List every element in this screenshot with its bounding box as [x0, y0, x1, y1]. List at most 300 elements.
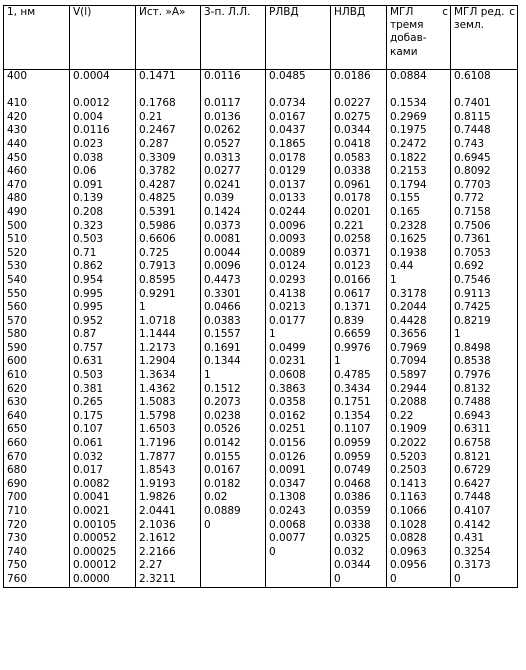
table-cell: 0.87: [70, 328, 136, 342]
table-cell: 0.692: [451, 260, 518, 274]
table-cell: 0.0344: [331, 559, 387, 573]
table-cell: 0.6108: [451, 70, 518, 84]
table-cell: 1: [451, 328, 518, 342]
table-cell: 0.1471: [136, 70, 201, 84]
table-cell: 0.1822: [387, 152, 451, 166]
table-cell: 0.6606: [136, 233, 201, 247]
table-cell: 0.954: [70, 274, 136, 288]
table-cell: 0.0082: [70, 478, 136, 492]
table-row: [4, 315, 518, 329]
table-cell: 0.0527: [201, 138, 266, 152]
table-cell: 1: [387, 274, 451, 288]
table-cell: 0.7401: [451, 97, 518, 111]
table-cell: 610: [4, 369, 70, 383]
table-cell: 0.4138: [266, 288, 331, 302]
table-cell: 0.4287: [136, 179, 201, 193]
table-row: [4, 70, 518, 84]
table-row: [4, 546, 518, 560]
table-cell: 0.7361: [451, 233, 518, 247]
table-row: [4, 369, 518, 383]
table-cell: 760: [4, 573, 70, 588]
table-cell: 0.0081: [201, 233, 266, 247]
table-cell: 2.27: [136, 559, 201, 573]
table-cell: 0.8132: [451, 383, 518, 397]
table-cell: 0.1371: [331, 301, 387, 315]
table-cell: 1.9826: [136, 491, 201, 505]
table-cell: 0.1534: [387, 97, 451, 111]
table-cell: 0.3863: [266, 383, 331, 397]
table-cell: 0.0093: [266, 233, 331, 247]
table-row: [4, 355, 518, 369]
table-cell: 0.0231: [266, 355, 331, 369]
table-cell: 0.7448: [451, 124, 518, 138]
table-row: [4, 491, 518, 505]
table-cell: 0.6659: [331, 328, 387, 342]
table-row: [4, 233, 518, 247]
table-cell: 0.8092: [451, 165, 518, 179]
header-label: V(l): [73, 6, 92, 18]
table-cell: 0.8595: [136, 274, 201, 288]
table-cell: 0.1975: [387, 124, 451, 138]
table-cell: 0.6758: [451, 437, 518, 451]
table-cell: 1: [266, 328, 331, 342]
table-row: [4, 274, 518, 288]
table-cell: 0.0262: [201, 124, 266, 138]
table-cell: 0.00105: [70, 519, 136, 533]
table-cell: 0.0466: [201, 301, 266, 315]
table-cell: 0.44: [387, 260, 451, 274]
table-cell: 0.995: [70, 301, 136, 315]
table-cell: 0.0142: [201, 437, 266, 451]
table-cell: [266, 573, 331, 588]
table-cell: 0.8219: [451, 315, 518, 329]
table-cell: [201, 559, 266, 573]
table-cell: 0.7913: [136, 260, 201, 274]
table-cell: 0.0468: [331, 478, 387, 492]
table-row: [4, 328, 518, 342]
table-cell: 0.0275: [331, 111, 387, 125]
table-cell: [201, 546, 266, 560]
table-cell: 0.0963: [387, 546, 451, 560]
table-cell: 1.7196: [136, 437, 201, 451]
table-cell: 0.0077: [266, 532, 331, 546]
table-cell: 0.0156: [266, 437, 331, 451]
table-cell: 0.0004: [70, 70, 136, 84]
table-cell: 0.3254: [451, 546, 518, 560]
table-cell: 1.8543: [136, 464, 201, 478]
table-cell: 520: [4, 247, 70, 261]
table-cell: 0.7969: [387, 342, 451, 356]
table-cell: 540: [4, 274, 70, 288]
table-cell: 0.0000: [70, 573, 136, 588]
table-cell: 0.5203: [387, 451, 451, 465]
table-cell: 620: [4, 383, 70, 397]
table-cell: 0: [266, 546, 331, 560]
table-cell: 0.287: [136, 138, 201, 152]
table-cell: 0.0124: [266, 260, 331, 274]
table-cell: 0.139: [70, 192, 136, 206]
table-cell: 0.743: [451, 138, 518, 152]
table-cell: 0.0213: [266, 301, 331, 315]
table-row: [4, 505, 518, 519]
table-cell: 0.631: [70, 355, 136, 369]
table-cell: 740: [4, 546, 70, 560]
table-cell: 680: [4, 464, 70, 478]
header-corner-text: с: [509, 6, 515, 18]
table-cell: 0.0749: [331, 464, 387, 478]
table-cell: 0.023: [70, 138, 136, 152]
table-cell: 0.725: [136, 247, 201, 261]
table-cell: 0.8115: [451, 111, 518, 125]
table-cell: [266, 559, 331, 573]
table-cell: 1: [331, 355, 387, 369]
table-cell: 0.3656: [387, 328, 451, 342]
table-cell: 0.3782: [136, 165, 201, 179]
table-cell: 490: [4, 206, 70, 220]
header-corner-text: с: [442, 6, 448, 18]
table-row: [4, 451, 518, 465]
table-cell: 0.7546: [451, 274, 518, 288]
table-cell: 1.0718: [136, 315, 201, 329]
table-cell: 0.265: [70, 396, 136, 410]
table-cell: 1.5798: [136, 410, 201, 424]
table-cell: 0.0096: [266, 220, 331, 234]
table-cell: 0.7053: [451, 247, 518, 261]
table-row: [4, 206, 518, 220]
header-label: МГЛ тремя добав-ками: [390, 6, 427, 58]
table-row: [4, 437, 518, 451]
table-cell: 0.0178: [266, 152, 331, 166]
table-cell: 0.7703: [451, 179, 518, 193]
table-cell: 0.8538: [451, 355, 518, 369]
table-cell: 0.1424: [201, 206, 266, 220]
table-cell: 0.0244: [266, 206, 331, 220]
table-cell: 0.2472: [387, 138, 451, 152]
empty-cell: [266, 84, 331, 98]
table-cell: 560: [4, 301, 70, 315]
table-cell: 0.2969: [387, 111, 451, 125]
table-cell: 0.4473: [201, 274, 266, 288]
table-cell: 0.0133: [266, 192, 331, 206]
table-cell: 0.7488: [451, 396, 518, 410]
table-cell: 0.1512: [201, 383, 266, 397]
table-cell: 0.0959: [331, 437, 387, 451]
table-cell: 0.2044: [387, 301, 451, 315]
table-cell: 0.0437: [266, 124, 331, 138]
table-cell: 0.032: [331, 546, 387, 560]
header-label: 1, нм: [7, 6, 36, 18]
table-cell: 0: [451, 573, 518, 588]
table-row: [4, 165, 518, 179]
table-row: [4, 396, 518, 410]
table-row: [4, 111, 518, 125]
table-cell: 0.7506: [451, 220, 518, 234]
header-v-lambda: [70, 6, 136, 70]
table-cell: 700: [4, 491, 70, 505]
table-cell: 1.4362: [136, 383, 201, 397]
table-cell: 2.1036: [136, 519, 201, 533]
table-cell: 0.1794: [387, 179, 451, 193]
table-cell: 0.0241: [201, 179, 266, 193]
table-cell: 0.0383: [201, 315, 266, 329]
table-cell: 0.1557: [201, 328, 266, 342]
table-cell: 0.208: [70, 206, 136, 220]
table-cell: 0.1163: [387, 491, 451, 505]
table-cell: 0.5391: [136, 206, 201, 220]
table-cell: 470: [4, 179, 70, 193]
table-cell: 1.2173: [136, 342, 201, 356]
table-cell: 0.0186: [331, 70, 387, 84]
table-cell: 0.1691: [201, 342, 266, 356]
empty-cell: [4, 84, 70, 98]
table-cell: 1.3634: [136, 369, 201, 383]
empty-cell: [70, 84, 136, 98]
table-cell: 420: [4, 111, 70, 125]
table-cell: 0.0961: [331, 179, 387, 193]
table-cell: 0.038: [70, 152, 136, 166]
table-cell: 2.1612: [136, 532, 201, 546]
table-cell: 0.7158: [451, 206, 518, 220]
table-cell: 0.1028: [387, 519, 451, 533]
table-cell: 1: [136, 301, 201, 315]
table-cell: 0.2944: [387, 383, 451, 397]
table-cell: 0.5897: [387, 369, 451, 383]
table-cell: 640: [4, 410, 70, 424]
table-cell: 0.3309: [136, 152, 201, 166]
empty-cell: [331, 84, 387, 98]
table-cell: 0.1107: [331, 423, 387, 437]
table-cell: 0.4107: [451, 505, 518, 519]
table-cell: 0.2088: [387, 396, 451, 410]
table-cell: 0.0608: [266, 369, 331, 383]
table-cell: 0.107: [70, 423, 136, 437]
table-cell: 650: [4, 423, 70, 437]
table-cell: 1.1444: [136, 328, 201, 342]
table-cell: 0.2503: [387, 464, 451, 478]
empty-cell: [451, 84, 518, 98]
table-cell: 0.1625: [387, 233, 451, 247]
table-cell: 0.0068: [266, 519, 331, 533]
table-row: [4, 247, 518, 261]
table-cell: 0.0499: [266, 342, 331, 356]
table-header-row: [4, 6, 518, 70]
table-cell: 0.2022: [387, 437, 451, 451]
table-cell: 0.4825: [136, 192, 201, 206]
table-cell: 0.381: [70, 383, 136, 397]
table-cell: 0.0734: [266, 97, 331, 111]
table-cell: 0.0344: [331, 124, 387, 138]
table-cell: 0.0889: [201, 505, 266, 519]
table-cell: 0.0126: [266, 451, 331, 465]
table-cell: 0.0238: [201, 410, 266, 424]
table-cell: 0.06: [70, 165, 136, 179]
spacer-row: [4, 84, 518, 98]
table-cell: 0.0129: [266, 165, 331, 179]
table-cell: 0.00052: [70, 532, 136, 546]
table-row: [4, 138, 518, 152]
table-row: [4, 383, 518, 397]
table-cell: 0.0096: [201, 260, 266, 274]
table-cell: 0.0012: [70, 97, 136, 111]
table-cell: 0.2328: [387, 220, 451, 234]
table-cell: 0.0089: [266, 247, 331, 261]
table-cell: 0.8121: [451, 451, 518, 465]
table-cell: 0.0177: [266, 315, 331, 329]
table-cell: 400: [4, 70, 70, 84]
table-cell: 0.2073: [201, 396, 266, 410]
table-cell: 0.0251: [266, 423, 331, 437]
table-cell: 460: [4, 165, 70, 179]
table-cell: 0.995: [70, 288, 136, 302]
table-cell: 0.0021: [70, 505, 136, 519]
table-cell: 430: [4, 124, 70, 138]
header-label: 3-п. Л.Л.: [204, 6, 251, 18]
table-cell: 0.00025: [70, 546, 136, 560]
table-cell: 0.02: [201, 491, 266, 505]
table-cell: 0.1344: [201, 355, 266, 369]
table-cell: 0.061: [70, 437, 136, 451]
table-cell: 410: [4, 97, 70, 111]
table-cell: 0.221: [331, 220, 387, 234]
table-cell: 550: [4, 288, 70, 302]
table-cell: 0.032: [70, 451, 136, 465]
table-cell: 0.6311: [451, 423, 518, 437]
table-cell: 0.7425: [451, 301, 518, 315]
table-cell: 630: [4, 396, 70, 410]
table-cell: 0.0347: [266, 478, 331, 492]
table-cell: 0.6945: [451, 152, 518, 166]
table-cell: 0.0583: [331, 152, 387, 166]
table-cell: 0.0617: [331, 288, 387, 302]
table-cell: 0.9976: [331, 342, 387, 356]
table-cell: 0.0182: [201, 478, 266, 492]
empty-cell: [201, 84, 266, 98]
table-cell: 0.0136: [201, 111, 266, 125]
table-row: [4, 573, 518, 588]
table-cell: 480: [4, 192, 70, 206]
table-cell: 440: [4, 138, 70, 152]
table-cell: 0.6729: [451, 464, 518, 478]
table-cell: 0.7094: [387, 355, 451, 369]
header-label: НЛВД: [334, 6, 366, 18]
table-cell: 0.0137: [266, 179, 331, 193]
table-cell: 0.017: [70, 464, 136, 478]
empty-cell: [136, 84, 201, 98]
table-cell: 0.0091: [266, 464, 331, 478]
table-cell: 450: [4, 152, 70, 166]
table-cell: 0.0162: [266, 410, 331, 424]
table-cell: 0.22: [387, 410, 451, 424]
table-cell: 0.0959: [331, 451, 387, 465]
table-cell: 0.091: [70, 179, 136, 193]
table-cell: 0.0373: [201, 220, 266, 234]
table-cell: 660: [4, 437, 70, 451]
table-cell: 0.0041: [70, 491, 136, 505]
table-cell: 0.0358: [266, 396, 331, 410]
table-cell: 0.0956: [387, 559, 451, 573]
table-cell: 0.0371: [331, 247, 387, 261]
table-cell: 0.3301: [201, 288, 266, 302]
table-cell: 0: [331, 573, 387, 588]
table-cell: 710: [4, 505, 70, 519]
table-cell: 530: [4, 260, 70, 274]
table-cell: 0.0167: [201, 464, 266, 478]
table-row: [4, 478, 518, 492]
header-3-band-lamp: [201, 6, 266, 70]
table-cell: 0.0526: [201, 423, 266, 437]
table-row: [4, 288, 518, 302]
table-cell: 0.0338: [331, 519, 387, 533]
table-cell: 0.004: [70, 111, 136, 125]
table-cell: 580: [4, 328, 70, 342]
header-label: МГЛ ред. земл.: [454, 6, 505, 32]
table-cell: [201, 573, 266, 588]
table-cell: 0.0201: [331, 206, 387, 220]
table-cell: 0.1938: [387, 247, 451, 261]
table-cell: 0.1354: [331, 410, 387, 424]
table-row: [4, 301, 518, 315]
table-cell: 750: [4, 559, 70, 573]
table-cell: 0.0325: [331, 532, 387, 546]
table-row: [4, 152, 518, 166]
table-cell: 0.165: [387, 206, 451, 220]
table-cell: 2.3211: [136, 573, 201, 588]
table-cell: 0.2467: [136, 124, 201, 138]
table-cell: 0.0418: [331, 138, 387, 152]
table-cell: 0.3434: [331, 383, 387, 397]
table-cell: 1.7877: [136, 451, 201, 465]
table-row: [4, 464, 518, 478]
table-cell: 0.4428: [387, 315, 451, 329]
table-cell: 0.431: [451, 532, 518, 546]
table-cell: 0.7976: [451, 369, 518, 383]
table-cell: 0.0116: [201, 70, 266, 84]
header-label: Ист. »А»: [139, 6, 186, 18]
table-row: [4, 342, 518, 356]
table-cell: 0.0155: [201, 451, 266, 465]
table-cell: 0.0359: [331, 505, 387, 519]
table-cell: 1.5083: [136, 396, 201, 410]
table-cell: 0: [201, 519, 266, 533]
table-cell: 0.503: [70, 369, 136, 383]
table-row: [4, 192, 518, 206]
table-row: [4, 179, 518, 193]
table-cell: 0.1308: [266, 491, 331, 505]
table-cell: 2.2166: [136, 546, 201, 560]
table-cell: 600: [4, 355, 70, 369]
table-cell: 0.0166: [331, 274, 387, 288]
table-cell: 0.1909: [387, 423, 451, 437]
table-row: [4, 410, 518, 424]
table-cell: 0.4785: [331, 369, 387, 383]
table-cell: 0.0313: [201, 152, 266, 166]
table-cell: 1: [201, 369, 266, 383]
table-cell: 0.00012: [70, 559, 136, 573]
table-cell: 0.7448: [451, 491, 518, 505]
table-cell: 570: [4, 315, 70, 329]
table-cell: 0.0277: [201, 165, 266, 179]
table-cell: 0.772: [451, 192, 518, 206]
table-cell: 0.3178: [387, 288, 451, 302]
table-cell: 0.323: [70, 220, 136, 234]
table-cell: 0.0293: [266, 274, 331, 288]
table-cell: 0.6943: [451, 410, 518, 424]
table-cell: 0.0116: [70, 124, 136, 138]
table-row: [4, 260, 518, 274]
table-cell: 1.2904: [136, 355, 201, 369]
table-cell: 0.0485: [266, 70, 331, 84]
table-cell: 690: [4, 478, 70, 492]
